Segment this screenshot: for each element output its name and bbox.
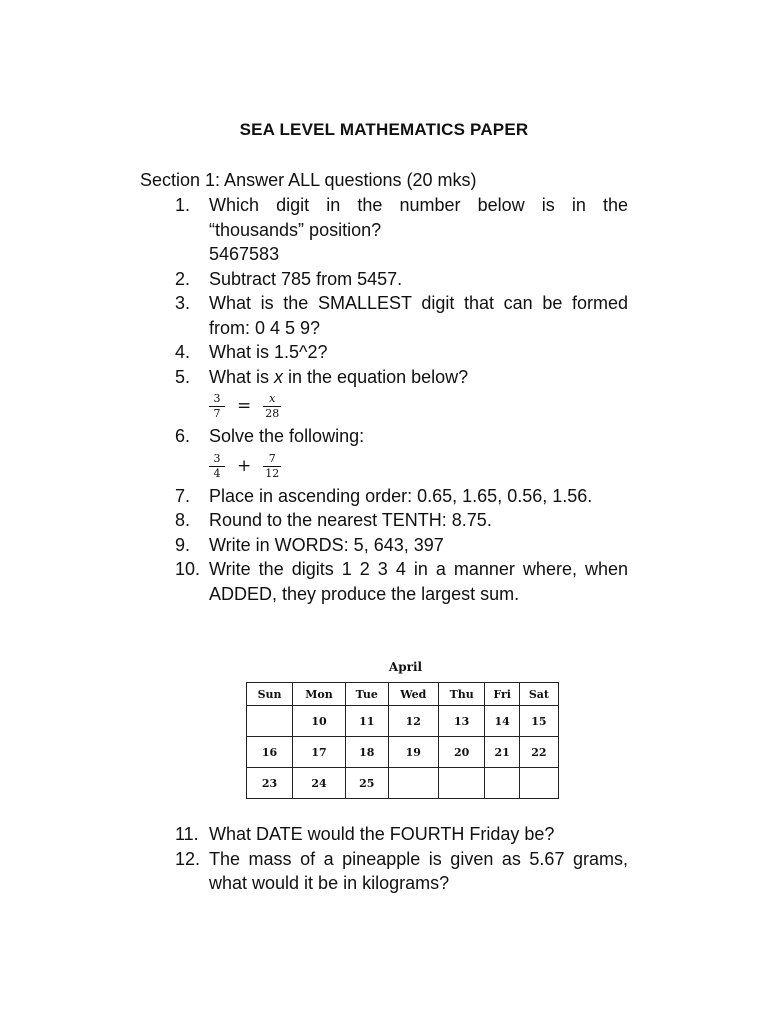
question-12	[175, 847, 628, 896]
fraction-left: $\frac{3}{4}$	[209, 453, 225, 480]
calendar-header-row	[247, 683, 559, 706]
question-text: What is the SMALLEST digit that can be formed from: 0 4 5 9?	[209, 293, 628, 338]
question-10	[175, 557, 628, 606]
question-text: Solve the following:	[209, 426, 365, 446]
question-number: 12.	[175, 848, 201, 869]
calendar-week-row	[247, 706, 559, 737]
question-6	[175, 424, 628, 449]
calendar-cell: 15	[519, 706, 558, 737]
calendar-cell: 17	[293, 737, 346, 768]
fraction-right: $\frac{7}{12}$	[265, 451, 280, 480]
calendar-cell: 23	[247, 768, 293, 799]
fraction-left: $\frac{3}{7}$	[209, 393, 225, 420]
question-11	[175, 822, 628, 847]
day-header: Sun	[247, 683, 293, 706]
calendar-cell	[485, 768, 519, 799]
question-number: 2.	[175, 268, 191, 289]
calendar-cell: 16	[247, 737, 293, 768]
question-number: 6.	[175, 426, 191, 446]
calendar-cell	[247, 706, 293, 737]
question-number: 7.	[175, 485, 191, 506]
calendar-cell: 24	[293, 768, 346, 799]
question-list-continued	[175, 822, 628, 896]
question-text: Write in WORDS: 5, 643, 397	[209, 534, 444, 555]
question-8	[175, 508, 628, 533]
equals-sign: =	[237, 396, 252, 417]
calendar-cell: 19	[388, 737, 438, 768]
question-6-expression	[175, 449, 628, 484]
question-number: 8.	[175, 510, 191, 530]
calendar-week-row	[247, 737, 559, 768]
question-text: Round to the nearest TENTH: 8.75.	[209, 510, 492, 530]
calendar-cell	[388, 768, 438, 799]
calendar-cell: 22	[519, 737, 558, 768]
calendar	[246, 660, 559, 799]
calendar-cell: 20	[438, 737, 485, 768]
calendar-cell: 14	[485, 706, 519, 737]
question-number: 11.	[175, 824, 199, 844]
question-number: 3.	[175, 293, 191, 313]
calendar-cell: 11	[345, 706, 388, 737]
question-1	[175, 193, 628, 242]
question-text: Write the digits 1 2 3 4 in a manner where, when ADDED, they produce the largest sum.	[209, 559, 628, 604]
question-1-number: 5467583	[209, 244, 280, 264]
question-9	[175, 533, 628, 558]
day-header: Mon	[293, 683, 346, 706]
calendar-month: April	[388, 660, 423, 674]
fraction-right: $\frac{x}{28}$	[265, 392, 280, 420]
day-header: Thu	[438, 683, 485, 706]
day-header: Sat	[519, 683, 558, 706]
question-3	[175, 291, 628, 340]
section-heading: Section 1: Answer ALL questions (20 mks)	[140, 170, 477, 190]
question-2	[175, 267, 628, 292]
day-header: Tue	[345, 683, 388, 706]
question-4	[175, 340, 628, 365]
question-number: 4.	[175, 342, 191, 362]
question-text: The mass of a pineapple is given as 5.67 grams, what would it be in kilograms?	[209, 848, 628, 893]
question-number: 5.	[175, 366, 191, 387]
calendar-cell: 12	[388, 706, 438, 737]
calendar-cell: 25	[345, 768, 388, 799]
question-text: What is x in the equation below?	[209, 366, 469, 387]
question-text: What DATE would the FOURTH Friday be?	[209, 824, 555, 844]
calendar-cell	[438, 768, 485, 799]
day-header: Wed	[388, 683, 438, 706]
question-text: What is 1.5^2?	[209, 342, 328, 362]
question-5	[175, 365, 628, 390]
question-text: Which digit in the number below is in the “thousands” position?	[209, 195, 628, 240]
calendar-cell: 21	[485, 737, 519, 768]
calendar-table	[246, 682, 559, 799]
question-5-equation	[175, 389, 628, 424]
calendar-cell	[519, 768, 558, 799]
question-text: Place in ascending order: 0.65, 1.65, 0.56, 1.56.	[209, 485, 593, 506]
calendar-cell: 13	[438, 706, 485, 737]
question-number: 10.	[175, 559, 201, 579]
question-text: Subtract 785 from 5457.	[209, 268, 403, 289]
question-number: 1.	[175, 195, 191, 215]
calendar-cell: 18	[345, 737, 388, 768]
page-title: SEA LEVEL MATHEMATICS PAPER	[239, 120, 529, 139]
day-header: Fri	[485, 683, 519, 706]
question-7	[175, 484, 628, 509]
plus-sign: +	[237, 455, 252, 476]
calendar-cell: 10	[293, 706, 346, 737]
question-number: 9.	[175, 534, 191, 555]
calendar-week-row	[247, 768, 559, 799]
question-list	[175, 193, 628, 606]
